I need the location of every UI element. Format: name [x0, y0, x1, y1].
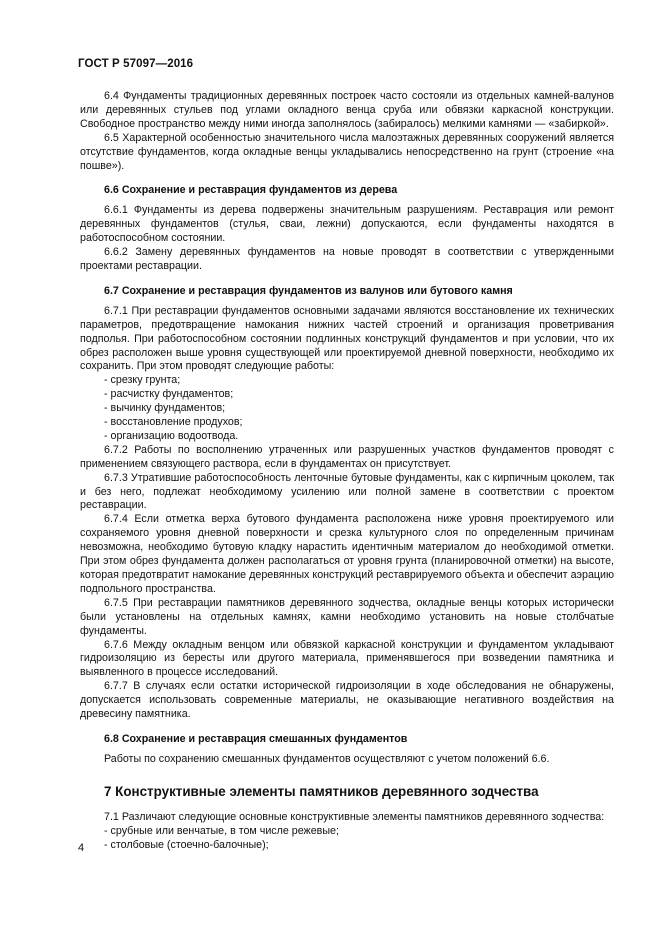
paragraph-6-7-7: 6.7.7 В случаях если остатки исторической гидроизоляции в ходе обследования не обнаружены, допускается использовать современные материалы, не оказывающие негативного воздействия на древесину памятника. — [80, 680, 614, 721]
heading-6-6: 6.6 Сохранение и реставрация фундаментов из дерева — [104, 184, 398, 197]
paragraph-6-7-3: 6.7.3 Утратившие работоспособность ленточные бутовые фундаменты, как с кирпичным цоколем, так и без него, подлежат необходимому усилению или полной замене в соответствии с проектом реставрации. — [80, 471, 614, 512]
paragraph-6-7-6: 6.7.6 Между окладным венцом или обвязкой каркасной конструкции и фундаментом укладывают гидроизоляцию из бересты или другого материала, применявшегося при возведении памятника и выявленного в процессе исследований. — [80, 638, 614, 679]
list-item: - срубные или венчатые, в том числе режевые; — [104, 824, 339, 837]
list-item: - расчистку фундаментов; — [104, 388, 234, 401]
paragraph-6-4: 6.4 Фундаменты традиционных деревянных построек часто состояли из отдельных камней-валунов или деревянных стульев под углами окладного венца сруба или обвязки каркасной конструкции. Свободное пространство между ними иногда заполнялось (забиралось) мелкими камнями — «забиркой». — [80, 90, 614, 130]
list-item: - срезку грунта; — [104, 374, 181, 387]
list-item: - столбовые (стоечно-балочные); — [104, 838, 269, 851]
paragraph-6-6-2: 6.6.2 Замену деревянных фундаментов на новые проводят в соответствии с утвержденными проектами реставрации. — [80, 246, 614, 272]
document-header: ГОСТ Р 57097—2016 — [78, 58, 194, 70]
paragraph-6-5: 6.5 Характерной особенностью значительного числа малоэтажных деревянных сооружений является отсутствие фундаментов, когда окладные венцы укладывались непосредственно на грунт (строение «на пошве»). — [80, 131, 614, 172]
page-number: 4 — [78, 842, 85, 854]
paragraph-7-1: 7.1 Различают следующие основные конструктивные элементы памятников деревянного зодчества: — [104, 810, 605, 823]
list-item: - вычинку фундаментов; — [104, 402, 226, 415]
document-body — [80, 90, 614, 852]
list-item: - организацию водоотвода. — [104, 429, 239, 442]
heading-6-8: 6.8 Сохранение и реставрация смешанных фундаментов — [104, 732, 408, 745]
heading-7: 7 Конструктивные элементы памятников деревянного зодчества — [104, 783, 539, 799]
paragraph-6-7-2: 6.7.2 Работы по восполнению утраченных или разрушенных участков фундаментов проводят с применением связующего раствора, если в фундаментах он присутствует. — [80, 443, 614, 470]
heading-6-7: 6.7 Сохранение и реставрация фундаментов из валунов или бутового камня — [104, 284, 513, 297]
paragraph-6-7-5: 6.7.5 При реставрации памятников деревянного зодчества, окладные венцы которых исторически были установлены на отдельных камнях, камни необходимо установить на новые столбчатые фундаменты. — [80, 596, 614, 637]
list-item: - восстановление продухов; — [104, 416, 243, 429]
paragraph-6-6-1: 6.6.1 Фундаменты из дерева подвержены значительным разрушениям. Реставрация или ремонт деревянных фундаментов (стулья, сваи, лежни) допускаются, если фундаменты находятся в работоспособном состоянии. — [80, 204, 614, 245]
paragraph-6-7-1: 6.7.1 При реставрации фундаментов основными задачами являются восстановление их технических параметров, предотвращение намокания нижних частей строений и организация проветривания подполья. При работоспособном состоянии подлинных конструкций фундаментов и при условии, что их обрез расположен выше уровня существующей или проектируемой дневной поверхности, необходимо их сохранить. При этом проводят следующие работы: — [80, 304, 614, 373]
paragraph-6-8: Работы по сохранению смешанных фундаментов осуществляют с учетом положений 6.6. — [104, 752, 550, 765]
paragraph-6-7-4: 6.7.4 Если отметка верха бутового фундамента расположена ниже уровня проектируемого или сохраняемого уровня дневной поверхности и срезка культурного слоя по определенным причинам невозможна, необходимо бутовую кладку нарастить идентичным материалом до необходимой отметки. При этом обрез фундамента должен располагаться от уровня грунта (планировочной отметки) на высоте, которая предотвратит намокание деревянных конструкций реставрируемого объекта и обеспечит аэрацию подпольного пространства. — [80, 513, 614, 595]
